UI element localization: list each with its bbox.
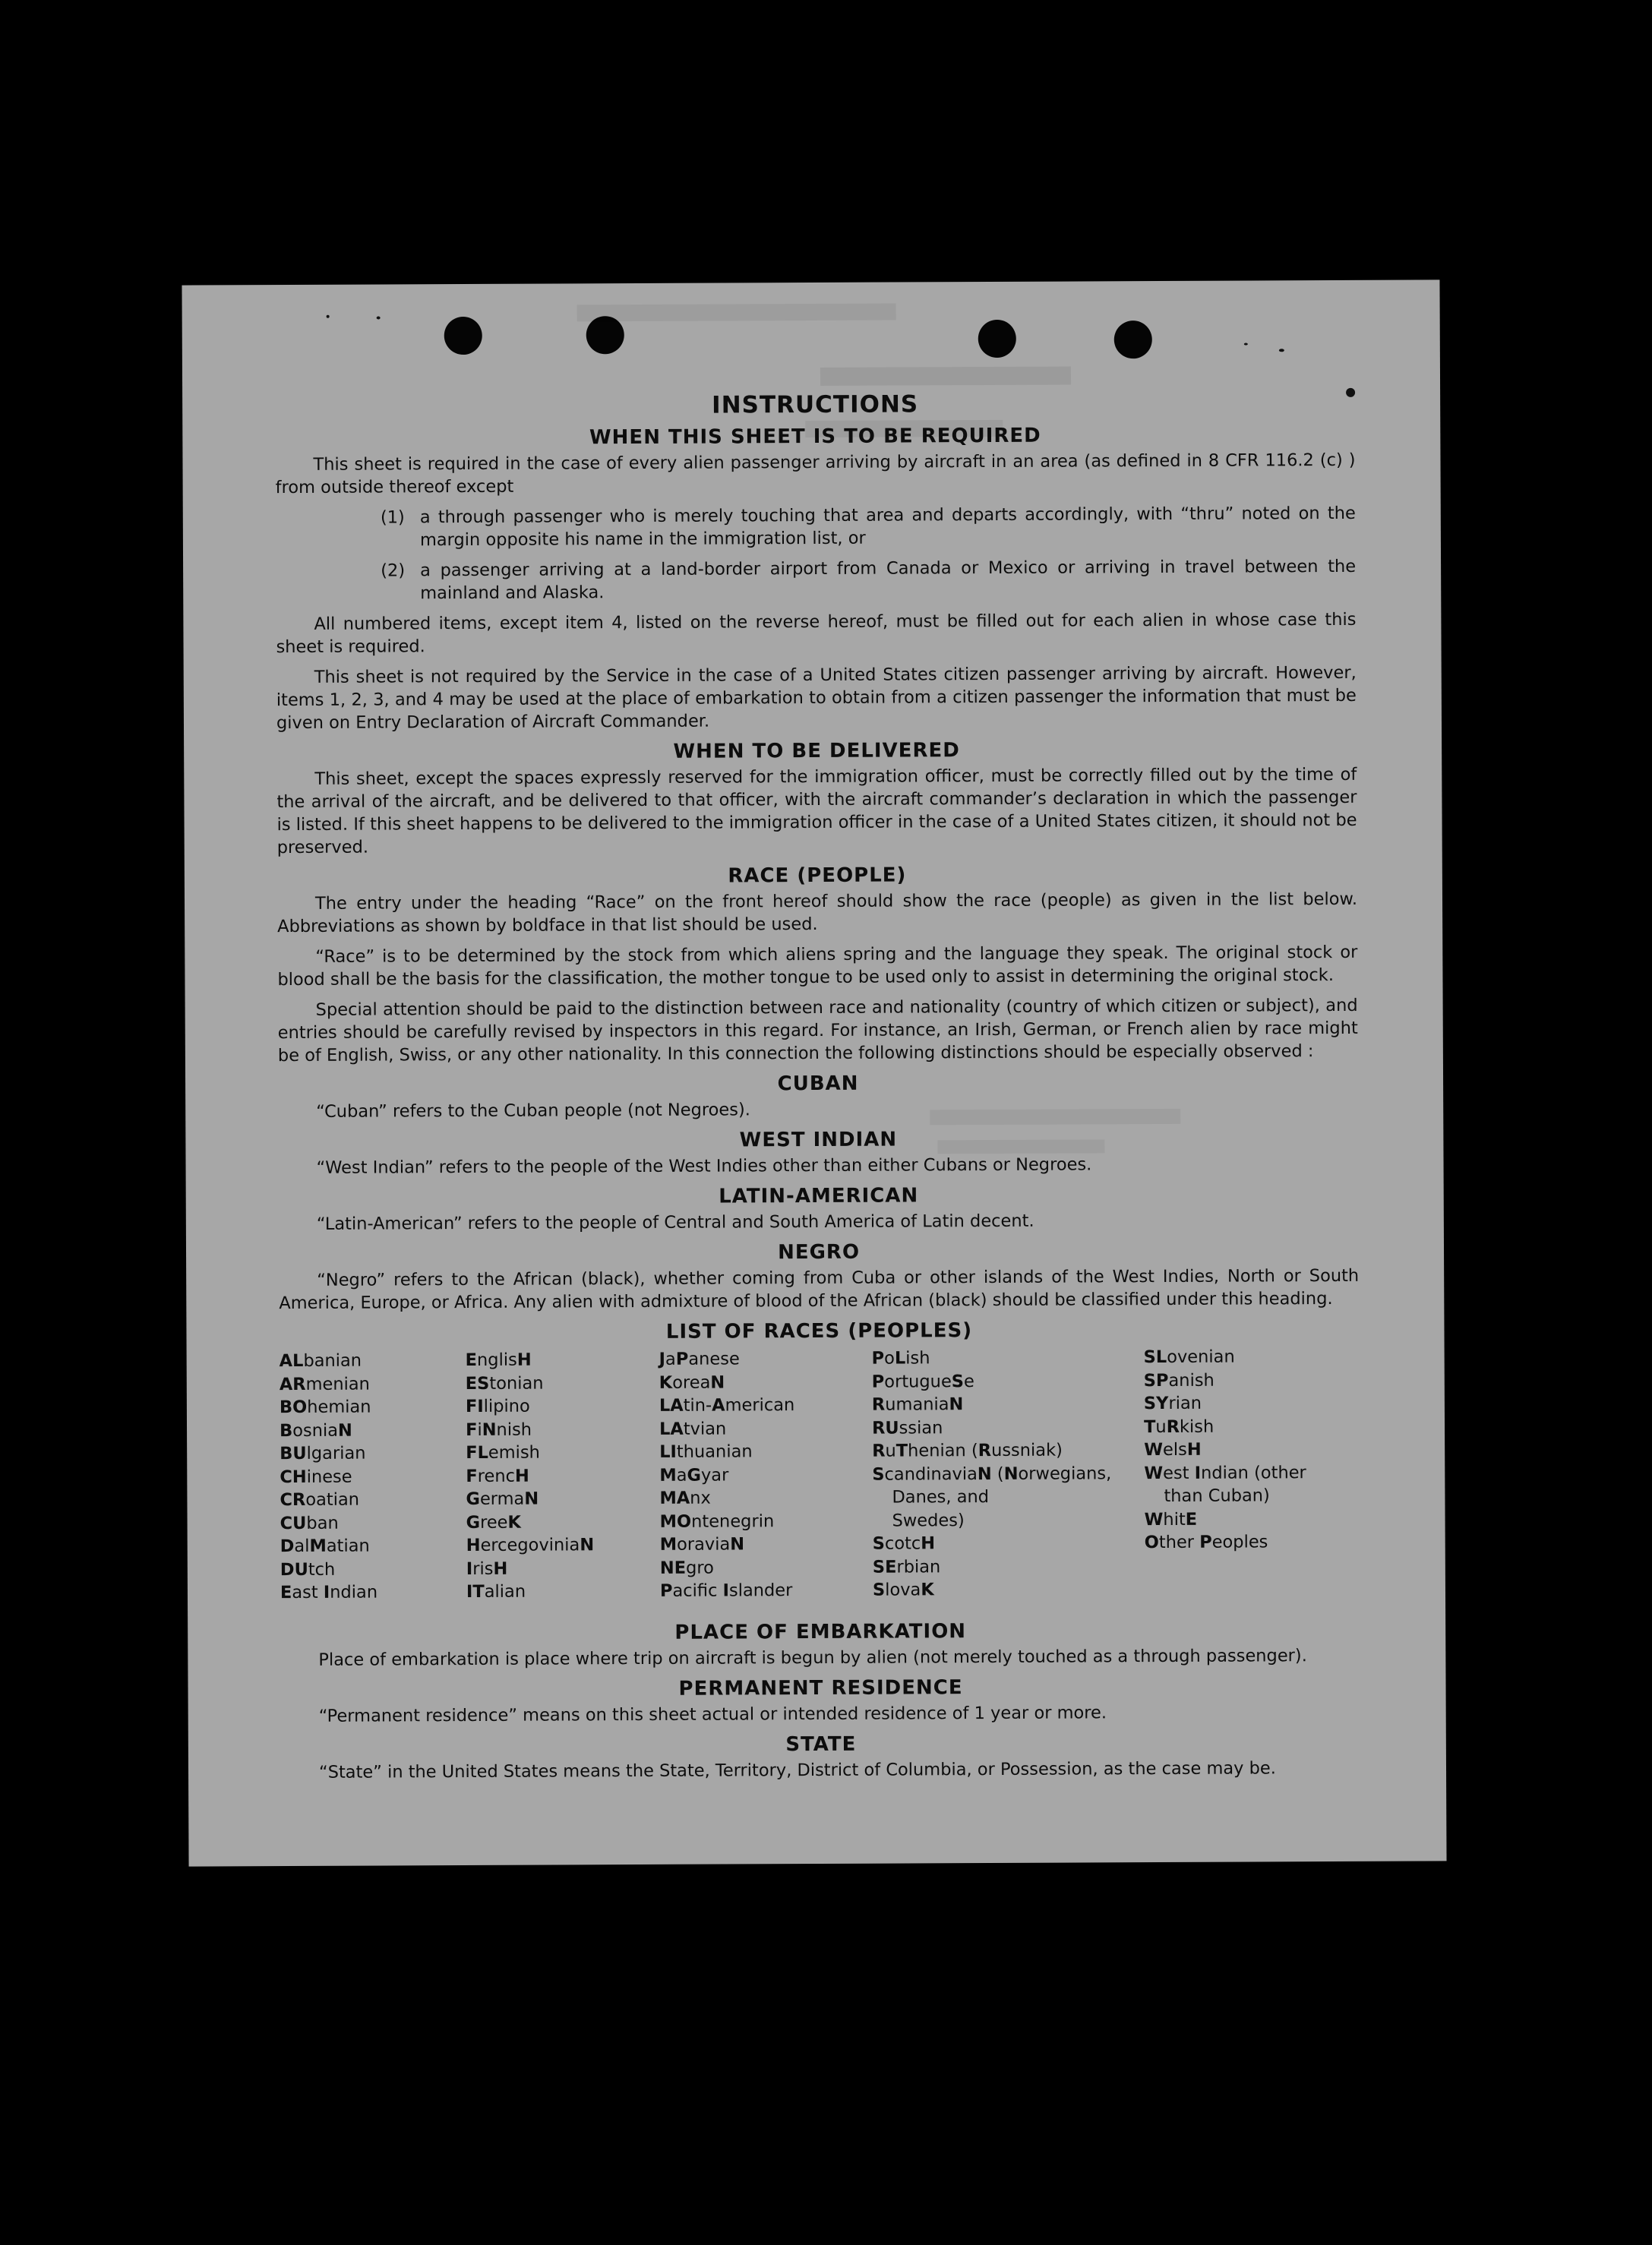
cuban-text: “Cuban” refers to the Cuban people (not Negroes).	[316, 1100, 750, 1122]
when-delivered-heading: WHEN TO BE DELIVERED	[673, 739, 960, 763]
race-entry: TuRkish	[1143, 1416, 1215, 1437]
race-entry: DalMatian	[280, 1536, 370, 1557]
instructions-content	[275, 391, 1361, 1792]
when-delivered-text: This sheet, except the spaces expressly reserved for the immigration officer, must be correctly filled out by the time of the arrival of the aircraft, and be delivered to that officer, with the aircraft commander’s declaration in which the passenger is listed. If this sheet happens to be delivered to the immigration officer in the case of a United States citizen, it should not be preserved.	[276, 764, 1357, 858]
west-indian-text: “West Indian” refers to the people of the West Indies other than either Cubans or Negroes.	[316, 1154, 1092, 1178]
race-entry: PoLish	[871, 1348, 930, 1369]
race-entry: SYrian	[1143, 1393, 1202, 1414]
race-entry: RumaniaN	[871, 1394, 964, 1415]
bleed-through-mark	[820, 367, 1071, 386]
race-paragraph: “Race” is to be determined by the stock from which aliens spring and the language they speak. The original stock or blood shall be the basis for the classification, the mother tongue to be used only to assist in determining the original stock.	[277, 942, 1358, 990]
race-entry: BUlgarian	[280, 1443, 366, 1464]
race-paragraph: The entry under the heading “Race” on the front hereof should show the race (people) as given in the list below. Abbreviations as shown by boldface in that list should be used.	[277, 889, 1358, 937]
race-entry: EnglisH	[465, 1350, 532, 1371]
exception-item	[276, 555, 1356, 605]
embarkation-heading: PLACE OF EMBARKATION	[674, 1620, 967, 1644]
race-entry: DUtch	[280, 1559, 336, 1580]
state-text: “State” in the United States means the State, Territory, District of Columbia, or Possession, as the case may be.	[318, 1758, 1276, 1782]
race-entry: ScotcH	[872, 1533, 936, 1554]
race-entry: CHinese	[280, 1467, 352, 1487]
race-entry: BosniaN	[279, 1420, 352, 1441]
race-entry: GreeK	[466, 1512, 521, 1533]
when-required-intro: This sheet is required in the case of every alien passenger arriving by aircraft in an area (as defined in 8 CFR 116.2 (c) ) from outside thereof except	[275, 450, 1356, 498]
negro-heading: NEGRO	[777, 1240, 861, 1265]
race-entry: ScandinaviaN (Norwegians,	[872, 1463, 1112, 1485]
race-entry: EStonian	[465, 1373, 544, 1394]
west-indian-heading: WEST INDIAN	[739, 1128, 898, 1152]
exception-number: (2)	[381, 560, 406, 581]
exception-text: a passenger arriving at a land-border airport from Canada or Mexico or arriving in travel between the mainland and Alaska.	[420, 556, 1357, 604]
race-entry: PortugueSe	[871, 1371, 974, 1392]
instruction-sheet	[182, 279, 1446, 1866]
punch-hole	[1114, 320, 1152, 358]
latin-american-text: “Latin-American” refers to the people of Central and South America of Latin decent.	[316, 1211, 1034, 1234]
race-entry: Other Peoples	[1144, 1532, 1268, 1553]
race-entry: Swedes)	[892, 1510, 965, 1531]
race-entry: HercegoviniaN	[466, 1535, 595, 1556]
numbered-items-paragraph: All numbered items, except item 4, listed on the reverse hereof, must be filled out for each alien in whose case this sheet is required.	[276, 609, 1357, 658]
race-column	[466, 1348, 595, 1603]
race-entry: FIlipino	[465, 1396, 530, 1417]
race-entry: West Indian (other	[1144, 1462, 1306, 1483]
race-entry: MaGyar	[659, 1464, 729, 1486]
race-entry: CRoatian	[280, 1489, 360, 1511]
race-entry: SlovaK	[872, 1580, 934, 1600]
exception-number: (1)	[380, 507, 405, 528]
race-entry: WhitE	[1144, 1509, 1198, 1530]
punch-hole	[444, 317, 482, 355]
race-entry: RuThenian (Russniak)	[872, 1440, 1063, 1461]
race-list-heading: LIST OF RACES (PEOPLES)	[665, 1319, 973, 1344]
race-column	[280, 1350, 378, 1605]
race-entry: ARmenian	[279, 1374, 370, 1394]
race-entry: LAtvian	[659, 1419, 727, 1439]
punch-hole	[586, 316, 624, 354]
residence-text: “Permanent residence” means on this sheet actual or intended residence of 1 year or more.	[318, 1703, 1107, 1726]
race-entry: BOhemian	[279, 1397, 371, 1418]
ink-speck	[327, 315, 330, 318]
exception-item	[276, 502, 1356, 552]
race-entry: East Indian	[280, 1582, 378, 1603]
race-entry: SPanish	[1143, 1370, 1215, 1391]
race-entry: than Cuban)	[1164, 1486, 1270, 1506]
race-entry: FrencH	[466, 1466, 529, 1486]
ink-speck	[1244, 343, 1248, 346]
race-entry: RUssian	[871, 1417, 943, 1438]
race-entry: Danes, and	[892, 1487, 990, 1508]
race-entry: MoraviaN	[659, 1534, 745, 1555]
state-heading: STATE	[785, 1732, 857, 1757]
exception-text: a through passenger who is merely touching that area and departs accordingly, with “thru” noted on the margin opposite his name in the immigration list, or	[419, 503, 1356, 551]
race-entry: GermaN	[466, 1489, 539, 1510]
embarkation-text: Place of embarkation is place where trip on aircraft is begun by alien (not merely touched as a through passenger).	[318, 1646, 1307, 1670]
citizen-paragraph: This sheet is not required by the Service in the case of a United States citizen passenger arriving by aircraft. However, items 1, 2, 3, and 4 may be used at the place of embarkation to obtain from a citizen passenger the information that must be given on Entry Declaration of Aircraft Commander.	[276, 662, 1357, 734]
race-entry: JaPanese	[659, 1349, 740, 1369]
race-heading: RACE (PEOPLE)	[728, 864, 907, 888]
race-entry: LAtin-American	[659, 1395, 795, 1416]
ink-speck	[1279, 349, 1284, 352]
latin-american-heading: LATIN-AMERICAN	[719, 1184, 919, 1208]
race-entry: SErbian	[872, 1556, 941, 1577]
race-entry: CUban	[280, 1513, 339, 1533]
race-column	[872, 1346, 1112, 1602]
race-entry: WelsH	[1144, 1439, 1202, 1460]
residence-heading: PERMANENT RESIDENCE	[678, 1676, 963, 1700]
race-entry: LIthuanian	[659, 1441, 753, 1462]
race-entry: MOntenegrin	[659, 1511, 775, 1532]
race-entry: SLovenian	[1143, 1347, 1235, 1368]
race-paragraph: Special attention should be paid to the distinction between race and nationality (country of which citizen or subject), and entries should be carefully revised by inspectors in this regard. For instance, an Irish, German, or French alien by race might be of English, Swiss, or any other nationality. In this connection the following distinctions should be especially observed :	[277, 995, 1358, 1066]
race-entry: ALbanian	[279, 1350, 362, 1372]
race-entry: IrisH	[466, 1558, 508, 1579]
race-entry: ITalian	[466, 1581, 526, 1602]
cuban-heading: CUBAN	[777, 1072, 859, 1096]
race-list	[280, 1345, 1361, 1615]
page-title: INSTRUCTIONS	[712, 390, 919, 419]
race-entry: MAnx	[659, 1488, 711, 1508]
race-column	[659, 1347, 796, 1602]
race-entry: Pacific Islander	[659, 1580, 793, 1601]
race-entry: FiNnish	[465, 1419, 532, 1440]
race-column	[1144, 1345, 1307, 1554]
bleed-through-mark	[577, 304, 896, 322]
punch-hole	[978, 320, 1016, 358]
race-entry: KoreaN	[659, 1372, 725, 1393]
negro-text: “Negro” refers to the African (black), whether coming from Cuba or other islands of the West Indies, North or South America, Europe, or Africa. Any alien with admixture of blood of the African (black) should be classified under this heading.	[279, 1265, 1360, 1314]
race-entry: NEgro	[659, 1558, 714, 1578]
ink-speck	[377, 316, 381, 319]
when-required-heading: WHEN THIS SHEET IS TO BE REQUIRED	[589, 424, 1041, 450]
race-entry: FLemish	[466, 1442, 540, 1464]
